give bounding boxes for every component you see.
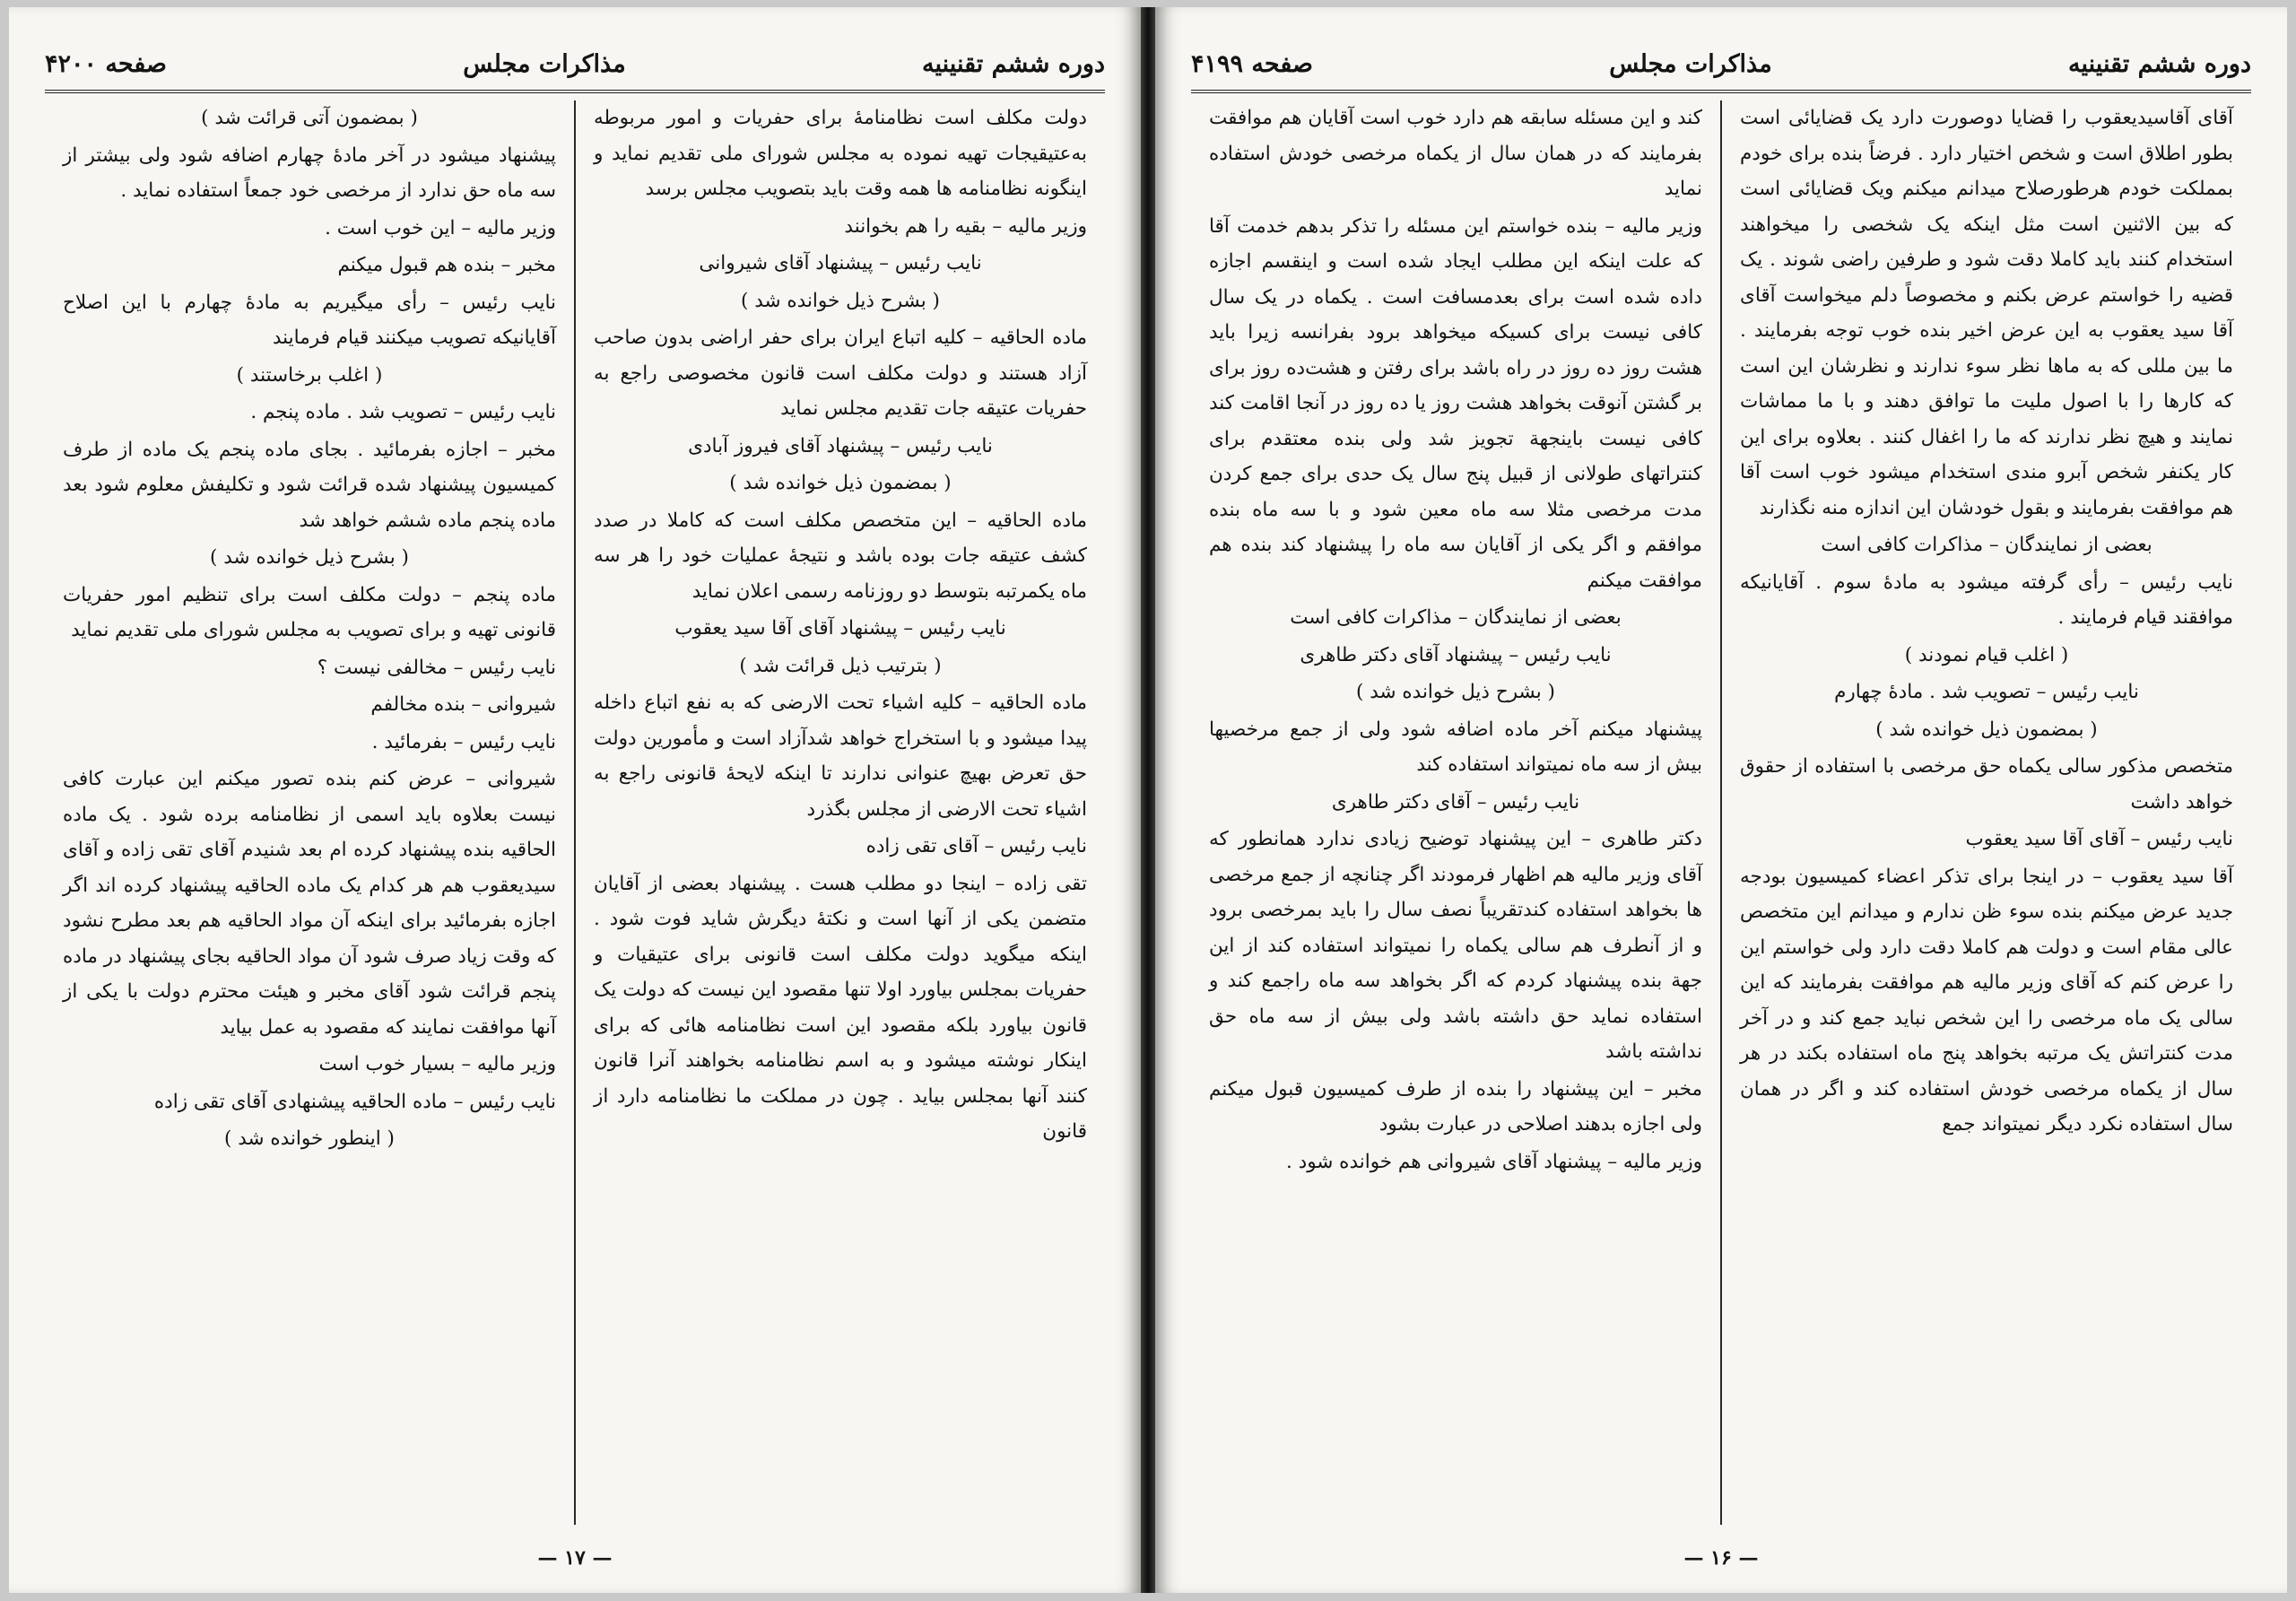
speaker-line: نایب رئیس – آقای دکتر طاهری (1331, 790, 1580, 814)
left-page-footer: — ۱۷ — (537, 1546, 613, 1570)
paragraph: مخبر – اجازه بفرمائید . بجای ماده پنجم یک ماده از طرف کمیسیون پیشنهاد شده قرائت شود و تکلیفش معلوم شود بعد ماده پنجم ماده ششم خواهد شد (63, 438, 556, 532)
paragraph: وزیر مالیه – بنده خواستم این مسئله را تذکر بدهم خدمت آقا که علت اینکه این مطلب ایجاد شده است و اینقسم اجازه داده شده است برای بعدمسافت است . یکماه در یک سال کافی نیست برای کسیکه میخواهد برود بفرانسه زیرا باید هشت روز ده روز در راه باشد برای رفتن و هشت‌ده روز برای بر گشتن آنوقت بخواهد هشت روز یا ده روز در آنجا اقامت کند کافی نیست باینجهة تجویز شد ولی بنده معتقدم برای کنتراتهای طولانی از قبیل پنج سال یک حدی برای جمع کردن مدت مرخصی مثلا سه ماه معین شود و با سه ماه بنده موافقم و اگر یکی از آقایان سه ماه را پیشنهاد کند بنده هم موافقت میکنم (1209, 214, 1702, 592)
speaker-line: بعضی از نمایندگان – مذاکرات کافی است (1821, 534, 2152, 556)
right-page-column-1 (1722, 100, 2251, 1525)
speaker-line: ( اغلب برخاستند ) (236, 363, 383, 387)
book-gutter (1141, 7, 1155, 1593)
paragraph: متخصص مذکور سالی یکماه حق مرخصی با استفاده از حقوق خواهد داشت (1740, 755, 2233, 814)
speaker-line: ( اینطور خوانده شد ) (224, 1127, 395, 1150)
right-page-header (1191, 38, 2251, 93)
speaker-line: ( بمضمون ذیل خوانده شد ) (1875, 718, 2098, 741)
right-page-columns (1191, 100, 2251, 1525)
paragraph: شیروانی – عرض کنم بنده تصور میکنم این عبارت کافی نیست بعلاوه باید اسمی از نظامنامه برده شود . یک ماده الحاقیه بنده پیشنهاد کرده ام بعد شنیدم آقای تقی زاده و آقای سیدیعقوب هم هر کدام یک ماده الحاقیه پیشنهاد کرده اند اگر اجازه بفرمائید برای اینکه آن مواد الحاقیه هم بعد مطرح نشود که وقت زیاد صرف شود آن مواد الحاقیه بجای پیشنهاد در ماده پنجم قرائت شود آقای مخبر و هیئت محترم دولت با یکی از آنها موافقت نمایند که مقصود به عمل بیاید (63, 768, 556, 1039)
paragraph: آقا سید یعقوب – در اینجا برای تذکر اعضاء کمیسیون بودجه جدید عرض میکنم بنده سوء ظن ندارم و میدانم این متخصص عالی مقام است و دولت هم کاملا دقت دارد ولی خواستم این را عرض کنم که آقای وزیر مالیه هم موافقت بفرمایند که این سالی یک ماه مرخصی را این شخص نباید جمع کند و در آخر مدت کنتراتش یک مرتبه بخواهد پنج ماه استفاده بکند در هر سال از یکماه مرخصی خودش استفاده کند و اگر در همان سال استفاده نکرد دیگر نمیتواند جمع (1740, 865, 2233, 1135)
paragraph: کند و این مسئله سابقه هم دارد خوب است آقایان هم موافقت بفرمایند که در همان سال از یکماه مرخصی خودش استفاده نماید (1209, 107, 1702, 200)
speaker-line: نایب رئیس – پیشنهاد آقای فیروز آبادی (688, 434, 993, 457)
paragraph: نایب رئیس – رأی گرفته میشود به مادهٔ سوم . آقایانیکه موافقند قیام فرمایند . (1740, 570, 2233, 629)
paragraph: وزیر مالیه – این خوب است . (325, 216, 556, 239)
speaker-line: نایب رئیس – تصویب شد . مادهٔ چهارم (1834, 681, 2139, 703)
paragraph: نایب رئیس – رأی میگیریم به مادهٔ چهارم با این اصلاح آقایانیکه تصویب میکنند قیام فرمایند (63, 291, 556, 349)
speaker-line: ( بشرح ذیل خوانده شد ) (1356, 681, 1555, 703)
paragraph: وزیر مالیه – بسیار خوب است (318, 1053, 556, 1075)
paragraph: نایب رئیس – ماده الحاقیه پیشنهادی آقای تقی زاده (153, 1090, 556, 1113)
speaker-line: ( بمضمون ذیل خوانده شد ) (729, 472, 952, 494)
paragraph: دولت مکلف است نظامنامهٔ برای حفریات و امور مربوطه به‌عتیقیجات تهیه نموده به مجلس شورای ملی تقدیم نماید و اینگونه نظامنامه ها همه وقت باید بتصویب مجلس برسد (594, 107, 1087, 200)
speaker-line: نایب رئیس – پیشنهاد آقای دکتر طاهری (1300, 643, 1612, 666)
left-header-volume: دوره ششم تقنینیه (922, 49, 1105, 78)
paragraph: وزیر مالیه – بقیه را هم بخوانند (844, 214, 1087, 238)
left-header-title: مذاکرات مجلس (463, 49, 626, 78)
paragraph: پیشنهاد میکنم آخر ماده اضافه شود ولی از جمع مرخصیها بیش از سه ماه نمیتواند استفاده کند (1209, 718, 1702, 776)
left-header-page-number: صفحه ۴۲۰۰ (45, 49, 167, 78)
right-page (1155, 7, 2287, 1593)
paragraph: تقی زاده – اینجا دو مطلب هست . پیشنهاد بعضی از آقایان متضمن یکی از آنها است و نکتهٔ دیگرش شاید فوت شود . اینکه میگوید دولت مکلف است قانونی برای عتیقیات و حفریات بمجلس بیاورد اولا تنها مقصود این نیست که دولت یک قانون بیاورد بلکه مقصود این است نظامنامه هائی که برای اینکار نوشته میشود و به اسم نظامنامه بخواهند آنرا قانون کنند آنها بمجلس بیاید . چون در مملکت ما نظامنامه دارد از قانون (594, 872, 1087, 1143)
book-spread (9, 7, 2287, 1593)
left-page-column-2 (45, 100, 574, 1525)
paragraph: نایب رئیس – تصویب شد . ماده پنجم . (250, 401, 556, 423)
paragraph: مخبر – بنده هم قبول میکنم (337, 254, 556, 276)
left-page-header (45, 38, 1105, 93)
right-header-page-number: صفحه ۴۱۹۹ (1191, 49, 1313, 78)
right-page-column-2 (1191, 100, 1720, 1525)
paragraph: نایب رئیس – آقای تقی زاده (865, 835, 1087, 857)
paragraph: ماده الحاقیه – این متخصص مکلف است که کاملا در صدد کشف عتیقه جات بوده باشد و نتیجهٔ عملیات خود را هر سه ماه یکمرتبه بتوسط دو روزنامه رسمی اعلان نماید (594, 509, 1087, 603)
left-page-column-1 (576, 100, 1105, 1525)
paragraph: دکتر طاهری – این پیشنهاد توضیح زیادی ندارد همانطور که آقای وزیر مالیه هم اظهار فرمودند اگر چنانچه از جمع مرخصی ها بخواهد استفاده کندتقریباً نصف سال را باید بمرخصی برود و از آنطرف هم سالی یکماه را نمیتواند استفاده کند از این جهة بنده پیشنهاد کردم که اگر بخواهد سه ماه راجمع کند و استفاده نماید حق داشته باشد ولی بیش از سه ماه حق نداشته باشد (1209, 828, 1703, 1063)
paragraph: مخبر – این پیشنهاد را بنده از طرف کمیسیون قبول میکنم ولی اجازه بدهند اصلاحی در عبارت بشود (1209, 1077, 1702, 1135)
right-header-title: مذاکرات مجلس (1609, 49, 1772, 78)
speaker-line: بعضی از نمایندگان – مذاکرات کافی است (1290, 606, 1622, 629)
right-page-footer: — ۱۶ — (1683, 1546, 1759, 1570)
speaker-line: ( بشرح ذیل خوانده شد ) (741, 289, 940, 312)
paragraph: نایب رئیس – بفرمائید . (371, 730, 556, 753)
speaker-line: ( بمضمون آتی قرائت شد ) (201, 107, 418, 129)
paragraph: آقای آقاسیدیعقوب را قضایا دوصورت دارد یک قضایائی است بطور اطلاق است و شخص اختیار دارد . فرضاً بنده برای خودم بمملکت خودم هرطورصلاح میدانم میکنم ویک قضایائی است که بین الاثنین است مثل اینکه یک شخصی را میخواهند استخدام کنند باید کاملا دقت شود و طرفین راضی شوند . یک قضیه را خواستم عرض بکنم و مخصوصاً دلم میخواست آقای آقا سید یعقوب به این عرض اخیر بنده خوب توجه بفرمایند . ما بین مللی که به ماها نظر سوء ندارند و نظرشان این است که کارها را با اصول ملیت ما توافق دهند و با ما مماشات نمایند و هیچ نظر ندارند که ما را اغفال کنند . بعلاوه برای این کار یکنفر شخص آبرو مندی استخدام میشود خوب است آقا هم موافقت بفرمایند و بقول خودشان این اندازه منه نگذارند (1740, 107, 2234, 519)
left-page-columns (45, 100, 1105, 1525)
paragraph: پیشنهاد میشود در آخر مادهٔ چهارم اضافه شود ولی بیشتر از سه ماه حق ندارد از مرخصی خود جمعاً استفاده نماید . (63, 144, 556, 202)
paragraph: ماده الحاقیه – کلیه اتباع ایران برای حفر اراضی بدون صاحب آزاد هستند و دولت مکلف است قانون مخصوصی راجع به حفریات عتیقه جات تقدیم مجلس نماید (594, 326, 1087, 420)
paragraph: نایب رئیس – مخالفی نیست ؟ (317, 656, 556, 679)
speaker-line: نایب رئیس – پیشنهاد آقای شیروانی (699, 252, 982, 274)
paragraph: ماده پنجم – دولت مکلف است برای تنظیم امور حفریات قانونی تهیه و برای تصویب به مجلس شورای ملی تقدیم نماید (63, 583, 556, 641)
speaker-line: ( بشرح ذیل خوانده شد ) (210, 546, 409, 569)
left-page (9, 7, 1141, 1593)
speaker-line: نایب رئیس – پیشنهاد آقای آقا سید یعقوب (674, 617, 1006, 640)
paragraph: نایب رئیس – آقای آقا سید یعقوب (1965, 828, 2233, 850)
speaker-line: ( اغلب قیام نمودند ) (1904, 643, 2069, 666)
paragraph: وزیر مالیه – پیشنهاد آقای شیروانی هم خوانده شود . (1285, 1150, 1702, 1173)
speaker-line: ( بترتیب ذیل قرائت شد ) (739, 654, 942, 677)
paragraph: شیروانی – بنده مخالفم (370, 693, 556, 716)
paragraph: ماده الحاقیه – کلیه اشیاء تحت الارضی که به نفع اتباع داخله پیدا میشود و با استخراج خواهد شدآزاد است و مأمورین دولت حق تعرض بهیچ عنوانی ندارند تا اینکه لایحهٔ قانونی راجع به اشیاء تحت الارضی از مجلس بگذرد (594, 692, 1087, 821)
right-header-volume: دوره ششم تقنینیه (2068, 49, 2251, 78)
